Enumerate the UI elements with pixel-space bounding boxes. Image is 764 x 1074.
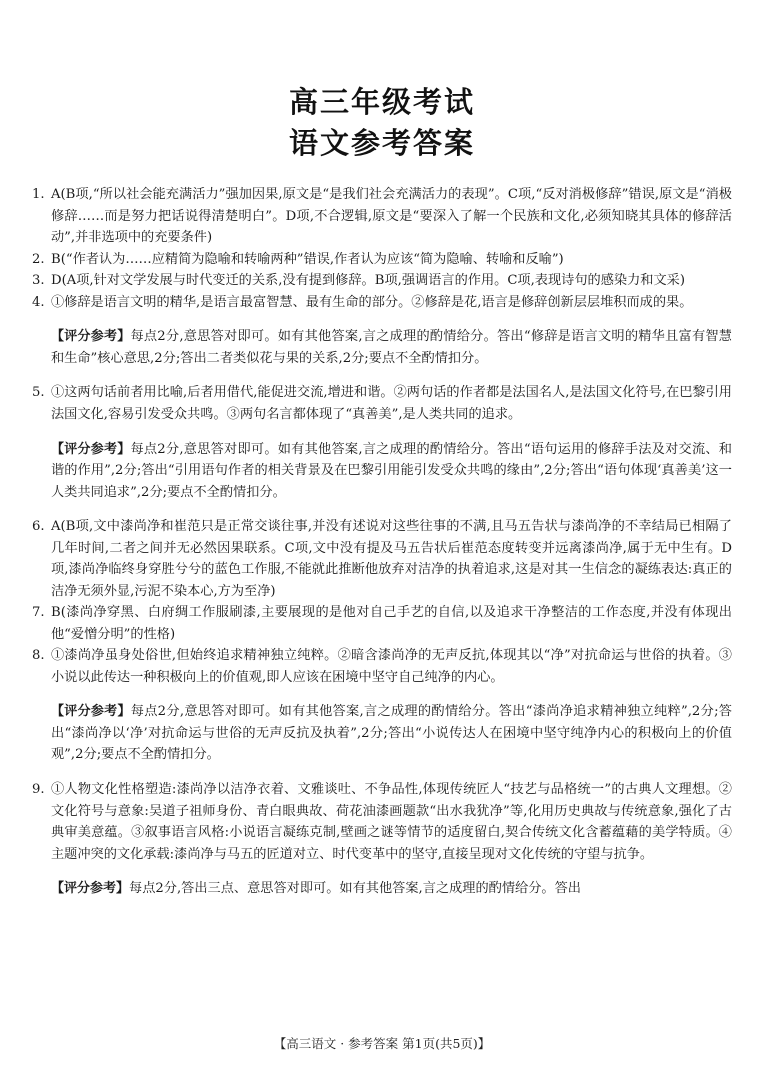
item-number: 9. [32,782,45,798]
item-number: 8. [32,648,45,664]
answer-item-3 [32,270,732,292]
scoring-tag: 【评分参考】 [51,329,131,345]
answer-key-title: 语文参考答案 [288,126,475,160]
item-text: D(A项,针对文学发展与时代变迁的关系,没有提到修辞。B项,强调语言的作用。C项,表现诗句的感染力和文采) [51,273,685,288]
answer-item-1 [32,184,732,249]
item-text: ①漆尚净虽身处俗世,但始终追求精神独立纯粹。②暗含漆尚净的无声反抗,体现其以“净”对抗命运与世俗的执着。③小说以此传达一种积极向上的价值观,即人应该在困境中坚守自己纯净的内心。 [51,648,732,685]
answer-item-7 [32,602,732,645]
item-number: 5. [32,385,45,401]
scoring-text: 每点2分,意思答对即可。如有其他答案,言之成理的酌情给分。答出“修辞是语言文明的精华且富有智慧和生命”核心意思,2分;答出二者类似花与果的关系,2分;要点不全酌情扣分。 [51,329,732,366]
scoring-note-4 [32,326,732,369]
item-text: B(“作者认为……应精简为隐喻和转喻两种”错误,作者认为应该“简为隐喻、转喻和反喻”) [51,251,564,267]
item-number: 2. [32,251,45,267]
answer-item-4 [32,292,732,314]
answers-body [32,184,732,913]
item-text: A(B项,文中漆尚净和崔范只是正常交谈往事,并没有述说对这些往事的不满,且马五告状与漆尚净的不幸结局已相隔了几年时间,二者之间并无必然因果联系。C项,文中没有提及马五告状后崔范态度转变并远离漆尚净,属于无中生有。D项,漆尚净临终身穿胜兮兮的蓝色工作服,不能就此推断他放弃对洁净的执着追求,这是对其一生信念的凝练表达:真正的洁净无须外显,污泥不染本心,方为至净) [51,519,732,599]
scoring-text: 每点2分,意思答对即可。如有其他答案,言之成理的酌情给分。答出“漆尚净追求精神独立纯粹”,2分;答出“漆尚净以‘净’对抗命运与世俗的无声反抗及执着”,2分;答出“小说传达人在困境中坚守纯净内心的积极向上的价值观”,2分;要点不全酌情扣分。 [51,704,732,763]
item-text: ①人物文化性格塑造:漆尚净以洁净衣着、文雅谈吐、不争品性,体现传统匠人“技艺与品格统一”的古典人文理想。②文化符号与意象:吴道子祖师身份、青白眼典故、荷花油漆画题款“出水我犹净”等,化用历史典故与传统意象,强化了古典审美意蕴。③叙事语言风格:小说语言凝练克制,壁画之谜等情节的适度留白,契合传统文化含蓄蕴藉的美学特质。④主题冲突的文化承载:漆尚净与马五的匠道对立、时代变革中的坚守,直接呈现对文化传统的守望与抗争。 [51,782,732,862]
scoring-tag: 【评分参考】 [51,881,130,897]
scoring-note-8 [32,701,732,766]
answer-item-8 [32,645,732,688]
item-number: 3. [32,273,45,288]
item-text: ①这两句话前者用比喻,后者用借代,能促进交流,增进和谐。②两句话的作者都是法国名人,是法国文化符号,在巴黎引用法国文化,容易引发受众共鸣。③两句名言都体现了“真善美”,是人类共同的追求。 [51,385,732,422]
page-footer: 【高三语文 · 参考答案 第1页(共5页)】 [273,1036,491,1051]
answer-item-5 [32,382,732,425]
answer-item-2 [32,249,732,271]
item-text: ①修辞是语言文明的精华,是语言最富智慧、最有生命的部分。②修辞是花,语言是修辞创新层层堆积而成的果。 [51,294,693,310]
scoring-tag: 【评分参考】 [51,441,131,457]
scoring-tag: 【评分参考】 [51,704,131,720]
item-number: 1. [32,187,45,202]
exam-title: 高三年级考试 [288,85,475,119]
scoring-text: 每点2分,意思答对即可。如有其他答案,言之成理的酌情给分。答出“语句运用的修辞手法及对交流、和谐的作用”,2分;答出“引用语句作者的相关背景及在巴黎引用能引发受众共鸣的缘由”,2分;答出“语句体现‘真善美’这一人类共同追求”,2分;要点不全酌情扣分。 [51,441,732,500]
scoring-note-5 [32,439,732,504]
item-number: 4. [32,294,45,310]
answer-item-9 [32,779,732,865]
item-text: A(B项,“所以社会能充满活力”强加因果,原文是“是我们社会充满活力的表现”。C项,“反对消极修辞”错误,原文是“消极修辞……而是努力把话说得清楚明白”。D项,不合逻辑,原文是“要深入了解一个民族和文化,必须知晓其具体的修辞活动”,并非选项中的充要条件) [51,187,732,245]
item-number: 6. [32,519,45,535]
scoring-note-9 [32,878,732,900]
answer-item-6 [32,516,732,602]
scoring-text: 每点2分,答出三点、意思答对即可。如有其他答案,言之成理的酌情给分。答出 [129,881,581,897]
item-text: B(漆尚净穿黑、白府绸工作服刷漆,主要展现的是他对自己手艺的自信,以及追求干净整洁的工作态度,并没有体现出他“爱憎分明”的性格) [51,605,732,642]
item-number: 7. [32,605,45,621]
